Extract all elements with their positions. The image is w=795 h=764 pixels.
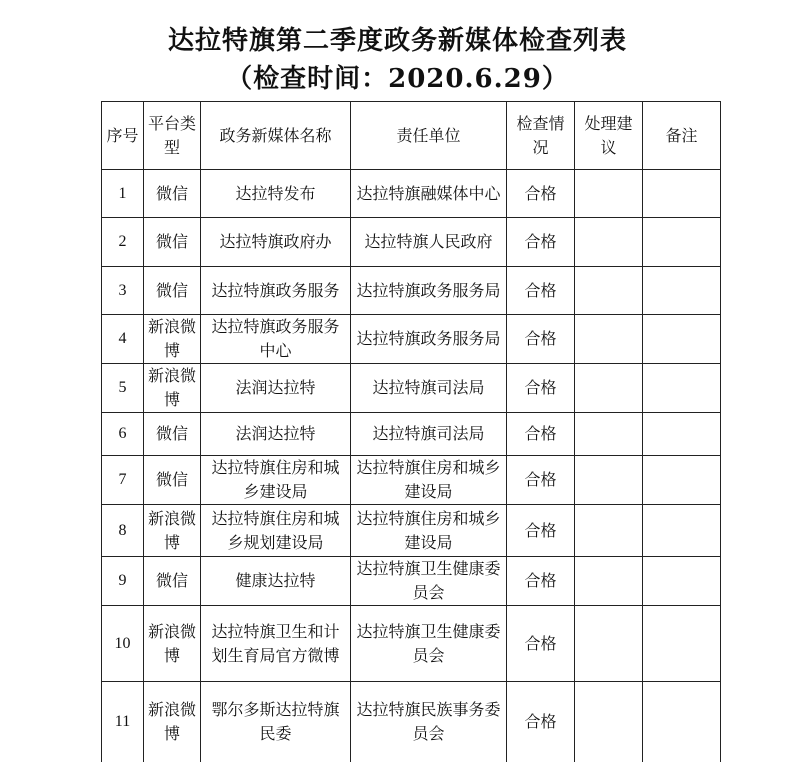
cell-name: 达拉特旗住房和城乡建设局 [201, 456, 351, 505]
cell-unit: 达拉特旗卫生健康委员会 [351, 557, 507, 606]
cell-remark [643, 218, 721, 267]
cell-unit: 达拉特旗民族事务委员会 [351, 682, 507, 762]
cell-check: 合格 [507, 413, 575, 456]
table-row [102, 218, 721, 267]
cell-unit: 达拉特旗司法局 [351, 364, 507, 413]
header-no: 序号 [102, 102, 144, 170]
cell-check: 合格 [507, 505, 575, 557]
cell-platform: 微信 [144, 267, 201, 315]
cell-advice [575, 682, 643, 762]
table-row [102, 315, 721, 364]
cell-no: 1 [102, 170, 144, 218]
cell-name: 达拉特旗卫生和计划生育局官方微博 [201, 606, 351, 682]
cell-remark [643, 267, 721, 315]
header-advice: 处理建议 [575, 102, 643, 170]
cell-no: 6 [102, 413, 144, 456]
cell-unit: 达拉特旗司法局 [351, 413, 507, 456]
cell-name: 达拉特发布 [201, 170, 351, 218]
cell-name: 达拉特旗住房和城乡规划建设局 [201, 505, 351, 557]
cell-no: 2 [102, 218, 144, 267]
cell-name: 达拉特旗政府办 [201, 218, 351, 267]
cell-check: 合格 [507, 267, 575, 315]
cell-platform: 微信 [144, 413, 201, 456]
cell-no: 9 [102, 557, 144, 606]
cell-remark [643, 413, 721, 456]
cell-no: 8 [102, 505, 144, 557]
header-name: 政务新媒体名称 [201, 102, 351, 170]
inspection-table [101, 101, 721, 762]
cell-name: 法润达拉特 [201, 413, 351, 456]
cell-remark [643, 682, 721, 762]
cell-remark [643, 456, 721, 505]
cell-unit: 达拉特旗卫生健康委员会 [351, 606, 507, 682]
cell-platform: 新浪微博 [144, 606, 201, 682]
cell-advice [575, 218, 643, 267]
cell-unit: 达拉特旗人民政府 [351, 218, 507, 267]
cell-no: 10 [102, 606, 144, 682]
cell-remark [643, 364, 721, 413]
header-check: 检查情况 [507, 102, 575, 170]
cell-check: 合格 [507, 315, 575, 364]
cell-check: 合格 [507, 170, 575, 218]
cell-unit: 达拉特旗住房和城乡建设局 [351, 456, 507, 505]
cell-advice [575, 170, 643, 218]
cell-remark [643, 557, 721, 606]
cell-check: 合格 [507, 682, 575, 762]
cell-advice [575, 456, 643, 505]
cell-no: 4 [102, 315, 144, 364]
cell-check: 合格 [507, 557, 575, 606]
cell-advice [575, 606, 643, 682]
cell-advice [575, 364, 643, 413]
header-remark: 备注 [643, 102, 721, 170]
cell-platform: 微信 [144, 170, 201, 218]
cell-remark [643, 170, 721, 218]
cell-check: 合格 [507, 606, 575, 682]
cell-advice [575, 557, 643, 606]
cell-platform: 新浪微博 [144, 682, 201, 762]
cell-no: 5 [102, 364, 144, 413]
table-row [102, 606, 721, 682]
cell-check: 合格 [507, 456, 575, 505]
table-row [102, 456, 721, 505]
document-subtitle: （检查时间：2020.6.29） [226, 64, 569, 94]
cell-name: 法润达拉特 [201, 364, 351, 413]
cell-no: 7 [102, 456, 144, 505]
cell-check: 合格 [507, 218, 575, 267]
cell-platform: 微信 [144, 218, 201, 267]
table-row [102, 267, 721, 315]
cell-advice [575, 413, 643, 456]
table-row [102, 364, 721, 413]
cell-remark [643, 315, 721, 364]
header-unit: 责任单位 [351, 102, 507, 170]
cell-name: 鄂尔多斯达拉特旗民委 [201, 682, 351, 762]
cell-name: 健康达拉特 [201, 557, 351, 606]
table-row [102, 505, 721, 557]
cell-no: 3 [102, 267, 144, 315]
cell-platform: 新浪微博 [144, 315, 201, 364]
cell-remark [643, 606, 721, 682]
cell-no: 11 [102, 682, 144, 762]
cell-check: 合格 [507, 364, 575, 413]
cell-unit: 达拉特旗融媒体中心 [351, 170, 507, 218]
document-title: 达拉特旗第二季度政务新媒体检查列表 [167, 26, 627, 56]
table-header-row [102, 102, 721, 170]
cell-platform: 新浪微博 [144, 505, 201, 557]
cell-unit: 达拉特旗住房和城乡建设局 [351, 505, 507, 557]
cell-platform: 新浪微博 [144, 364, 201, 413]
table-row [102, 682, 721, 762]
cell-name: 达拉特旗政务服务 [201, 267, 351, 315]
table-row [102, 557, 721, 606]
cell-name: 达拉特旗政务服务中心 [201, 315, 351, 364]
cell-unit: 达拉特旗政务服务局 [351, 315, 507, 364]
table-row [102, 413, 721, 456]
cell-remark [643, 505, 721, 557]
cell-unit: 达拉特旗政务服务局 [351, 267, 507, 315]
cell-advice [575, 505, 643, 557]
header-platform: 平台类型 [144, 102, 201, 170]
cell-platform: 微信 [144, 557, 201, 606]
cell-platform: 微信 [144, 456, 201, 505]
table-row [102, 170, 721, 218]
cell-advice [575, 315, 643, 364]
cell-advice [575, 267, 643, 315]
